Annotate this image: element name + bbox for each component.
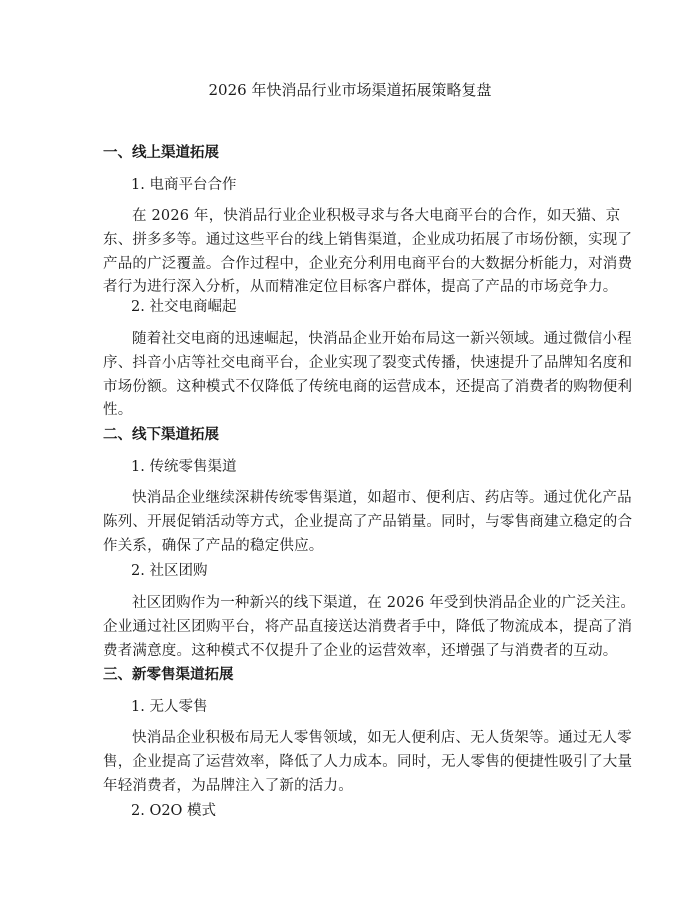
- subsection-heading-unmanned-retail: 1. 无人零售: [131, 699, 208, 715]
- paragraph-social-commerce: [103, 328, 633, 423]
- paragraph-line: 性。: [103, 402, 133, 419]
- subsection-heading-community-group-buying: 2. 社区团购: [131, 563, 208, 579]
- section-heading-new-retail: 三、新零售渠道拓展: [103, 666, 234, 683]
- paragraph-unmanned-retail: [103, 727, 633, 798]
- subsection-heading-traditional-retail: 1. 传统零售渠道: [131, 459, 237, 475]
- paragraph-line: 者行为进行深入分析，从而精准定位目标客户群体，提高了产品的市场竞争力。: [103, 279, 618, 296]
- document-title: 2026 年快消品行业市场渠道拓展策略复盘: [208, 81, 492, 99]
- paragraph-line: 售，企业提高了运营效率，降低了人力成本。同时，无人零售的便捷性吸引了大量: [103, 753, 633, 770]
- paragraph-ecommerce: [103, 205, 633, 300]
- paragraph-line: 在 2026 年，快消品行业企业积极寻求与各大电商平台的合作，如天猫、京: [132, 208, 621, 224]
- paragraph-line: 序、抖音小店等社交电商平台，企业实现了裂变式传播，快速提升了品牌知名度和: [103, 354, 633, 371]
- paragraph-community-group-buying: [103, 592, 636, 663]
- subsection-heading-o2o: 2. O2O 模式: [131, 803, 217, 819]
- paragraph-line: 年轻消费者，为品牌注入了新的活力。: [103, 777, 353, 794]
- paragraph-line: 东、拼多多等。通过这些平台的线上销售渠道，企业成功拓展了市场份额，实现了: [103, 231, 633, 248]
- paragraph-line: 快消品企业继续深耕传统零售渠道，如超市、便利店、药店等。通过优化产品: [132, 490, 632, 506]
- paragraph-line: 产品的广泛覆盖。合作过程中，企业充分利用电商平台的大数据分析能力，对消费: [103, 255, 633, 272]
- subsection-heading-ecommerce: 1. 电商平台合作: [131, 177, 237, 193]
- paragraph-line: 社区团购作为一种新兴的线下渠道，在 2026 年受到快消品企业的广泛关注。: [132, 595, 636, 611]
- paragraph-line: 随着社交电商的迅速崛起，快消品企业开始布局这一新兴领域。通过微信小程: [132, 331, 632, 347]
- paragraph-line: 作关系，确保了产品的稳定供应。: [103, 537, 324, 554]
- paragraph-traditional-retail: [103, 487, 633, 558]
- subsection-heading-social-commerce: 2. 社交电商崛起: [131, 299, 237, 315]
- paragraph-line: 陈列、开展促销活动等方式，企业提高了产品销量。同时，与零售商建立稳定的合: [103, 513, 633, 530]
- paragraph-line: 快消品企业积极布局无人零售领域，如无人便利店、无人货架等。通过无人零: [132, 730, 632, 746]
- paragraph-line: 企业通过社区团购平台，将产品直接送达消费者手中，降低了物流成本，提高了消: [103, 618, 633, 635]
- paragraph-line: 费者满意度。这种模式不仅提升了企业的运营效率，还增强了与消费者的互动。: [103, 642, 618, 659]
- paragraph-line: 市场份额。这种模式不仅降低了传统电商的运营成本，还提高了消费者的购物便利: [103, 378, 633, 395]
- section-heading-online: 一、线上渠道拓展: [103, 144, 219, 161]
- section-heading-offline: 二、线下渠道拓展: [103, 426, 219, 443]
